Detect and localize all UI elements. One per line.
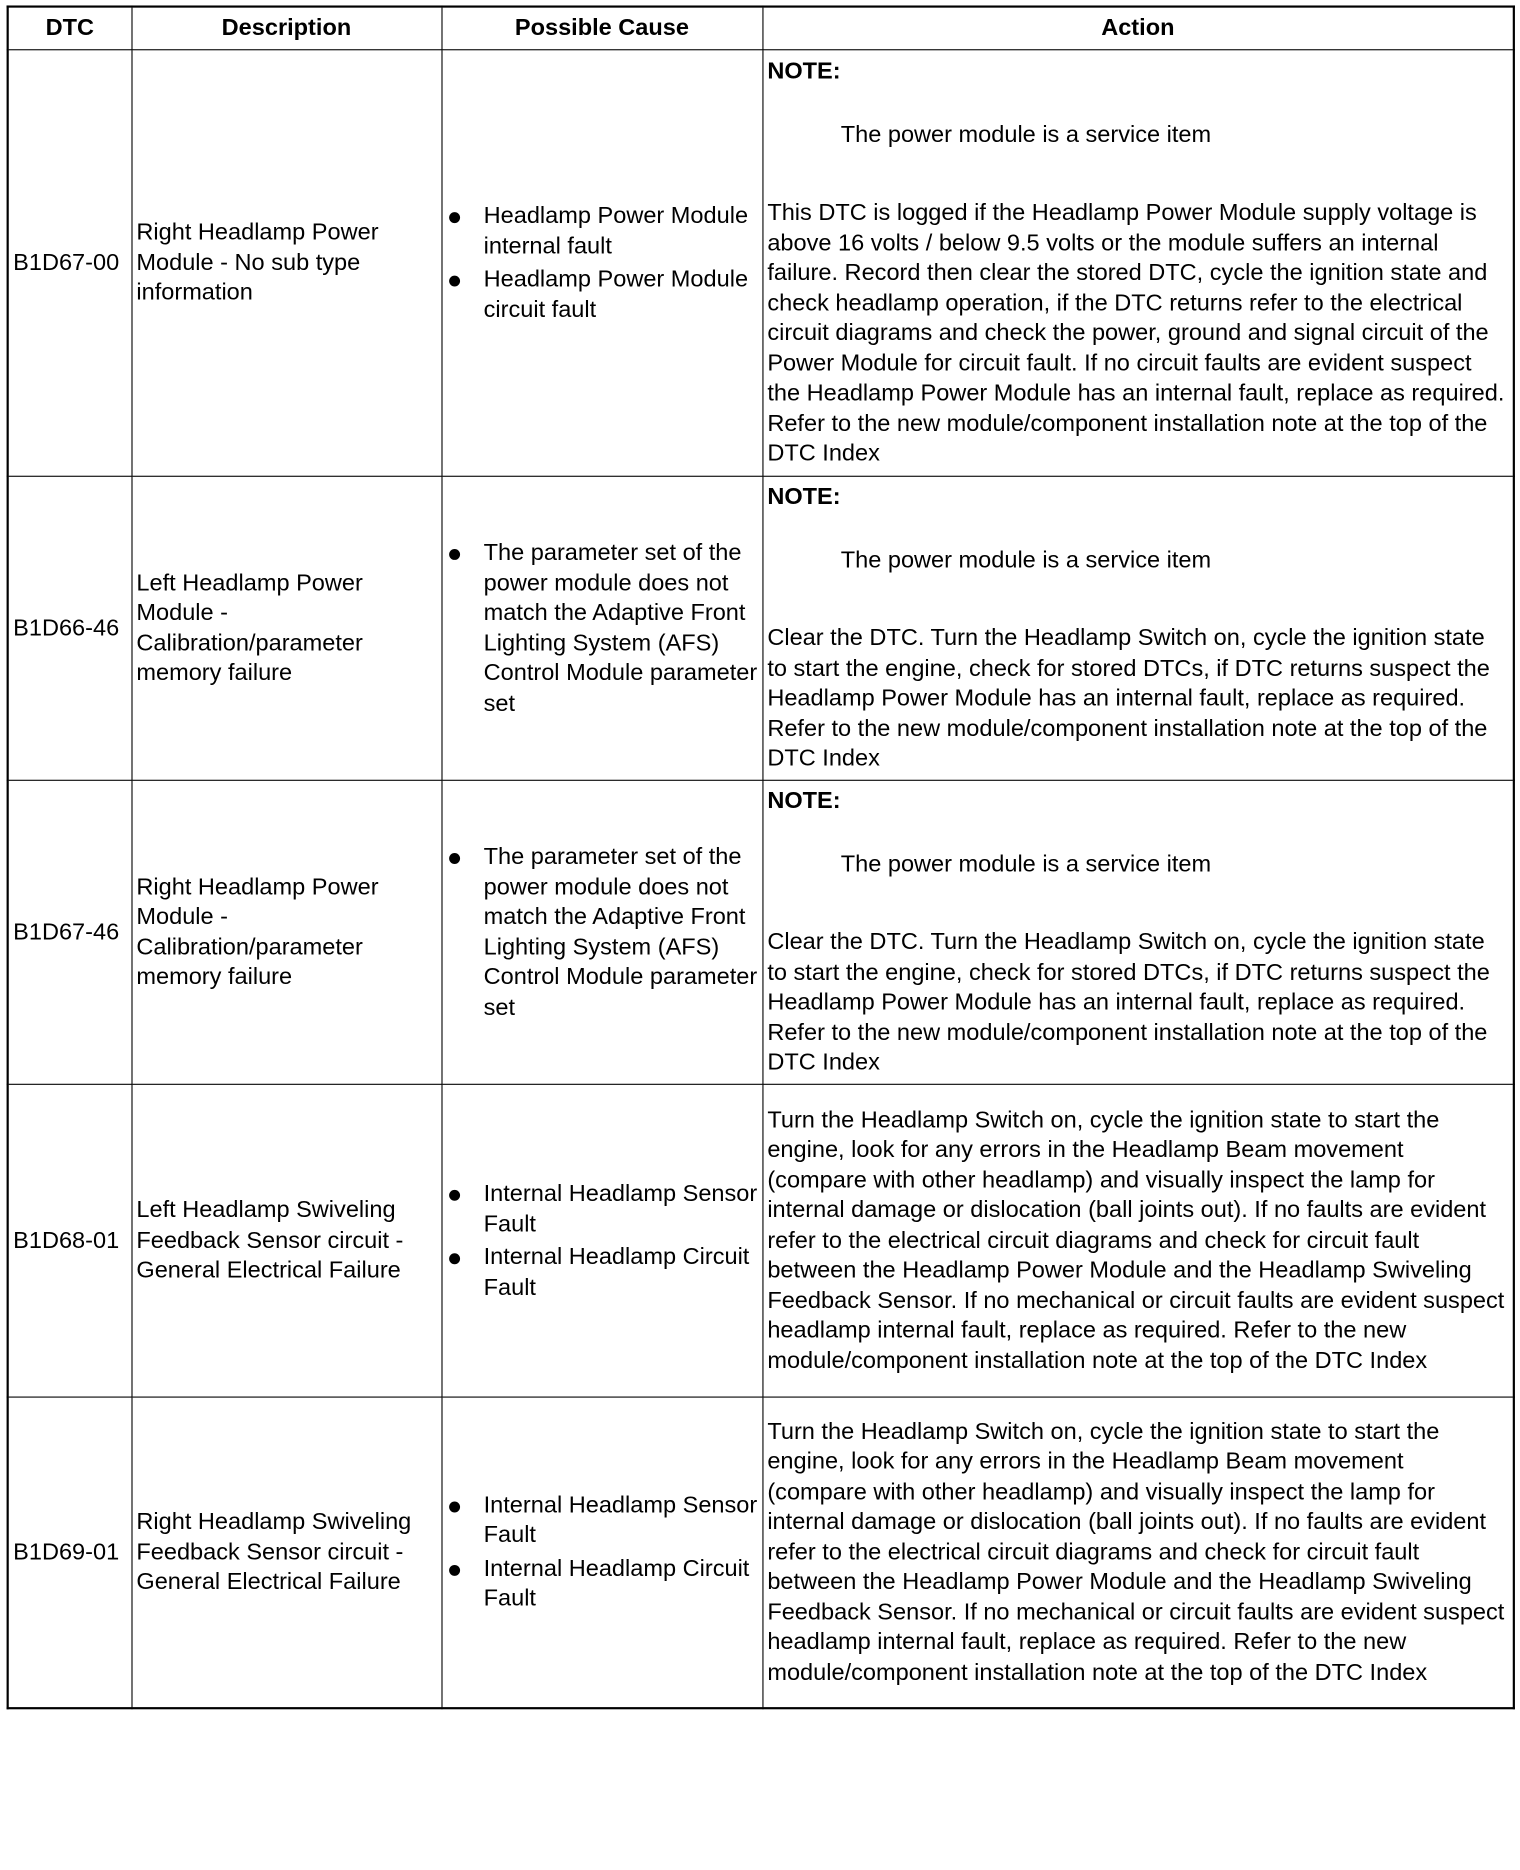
table-row	[8, 780, 1514, 1084]
action-text: This DTC is logged if the Headlamp Power Module supply voltage is above 16 volts / below 9.5 volts or the module suffers an internal failure. Record then clear the stored DTC, cycle the ignition state and check headlamp operation, if the DTC returns refer to the electrical circuit diagrams and check the power, ground and signal circuit of the Power Module for circuit fault. If no circuit faults are evident suspect the Headlamp Power Module has an internal fault, replace as required. Refer to the new module/component installation note at the top of the DTC Index	[767, 199, 1505, 467]
possible-cause-cell	[441, 50, 762, 477]
dtc-code: B1D67-46	[8, 780, 132, 1084]
table-row	[8, 50, 1514, 477]
note-label: NOTE:	[767, 787, 841, 814]
cause-item: Headlamp Power Module circuit fault	[446, 265, 757, 325]
action-cell	[762, 780, 1513, 1084]
table-row	[8, 1084, 1514, 1397]
cause-item: The parameter set of the power module does not match the Adaptive Front Lighting System (AFS) Control Module parameter set	[446, 842, 757, 1022]
action-text: Clear the DTC. Turn the Headlamp Switch on, cycle the ignition state to start the engine, check for stored DTCs, if DTC returns suspect the Headlamp Power Module has an internal fault, replace as required. Refer to the new module/component installation note at the top of the DTC Index	[767, 624, 1490, 772]
cause-item: Internal Headlamp Circuit Fault	[446, 1554, 757, 1614]
cause-item: The parameter set of the power module does not match the Adaptive Front Lighting System (AFS) Control Module parameter set	[446, 538, 757, 718]
dtc-description: Right Headlamp Power Module - Calibration/parameter memory failure	[131, 780, 441, 1084]
cause-item: Internal Headlamp Circuit Fault	[446, 1242, 757, 1302]
cause-list	[446, 842, 757, 1022]
dtc-description: Left Headlamp Swiveling Feedback Sensor circuit - General Electrical Failure	[131, 1084, 441, 1397]
cause-list	[446, 201, 757, 325]
dtc-code: B1D69-01	[8, 1397, 132, 1708]
dtc-code: B1D66-46	[8, 476, 132, 780]
cause-item: Headlamp Power Module internal fault	[446, 201, 757, 261]
action-cell	[762, 476, 1513, 780]
cause-item: Internal Headlamp Sensor Fault	[446, 1490, 757, 1550]
note-label: NOTE:	[767, 58, 841, 85]
dtc-description: Right Headlamp Power Module - No sub type information	[131, 50, 441, 477]
possible-cause-cell	[441, 1397, 762, 1708]
note-text: The power module is a service item	[840, 546, 1212, 573]
note-text: The power module is a service item	[840, 850, 1212, 877]
dtc-code: B1D68-01	[8, 1084, 132, 1397]
cause-item: Internal Headlamp Sensor Fault	[446, 1179, 757, 1239]
table-row	[8, 1397, 1514, 1708]
action-text: Turn the Headlamp Switch on, cycle the ignition state to start the engine, look for any errors in the Headlamp Beam movement (compare with other headlamp) and visually inspect the lamp for internal damage or dislocation (ball joints out). If no faults are evident refer to the electrical circuit diagrams and check for circuit fault between the Headlamp Power Module and the Headlamp Swiveling Feedback Sensor. If no mechanical or circuit faults are evident suspect headlamp internal fault, replace as required. Refer to the new module/component installation note at the top of the DTC Index	[767, 1417, 1505, 1685]
action-text: Clear the DTC. Turn the Headlamp Switch on, cycle the ignition state to start the engine, check for stored DTCs, if DTC returns suspect the Headlamp Power Module has an internal fault, replace as required. Refer to the new module/component installation note at the top of the DTC Index	[767, 928, 1490, 1076]
table-header-row	[8, 7, 1514, 50]
note-text: The power module is a service item	[840, 121, 1212, 148]
header-possible-cause: Possible Cause	[441, 7, 762, 50]
action-text: Turn the Headlamp Switch on, cycle the ignition state to start the engine, look for any errors in the Headlamp Beam movement (compare with other headlamp) and visually inspect the lamp for internal damage or dislocation (ball joints out). If no faults are evident refer to the electrical circuit diagrams and check for circuit fault between the Headlamp Power Module and the Headlamp Swiveling Feedback Sensor. If no mechanical or circuit faults are evident suspect headlamp internal fault, replace as required. Refer to the new module/component installation note at the top of the DTC Index	[767, 1106, 1505, 1374]
possible-cause-cell	[441, 1084, 762, 1397]
possible-cause-cell	[441, 780, 762, 1084]
action-cell	[762, 1397, 1513, 1708]
cause-list	[446, 1179, 757, 1303]
possible-cause-cell	[441, 476, 762, 780]
cause-list	[446, 538, 757, 718]
note-label: NOTE:	[767, 483, 841, 510]
table-row	[8, 476, 1514, 780]
action-cell	[762, 50, 1513, 477]
header-dtc: DTC	[8, 7, 132, 50]
action-cell	[762, 1084, 1513, 1397]
dtc-description: Left Headlamp Power Module - Calibration/parameter memory failure	[131, 476, 441, 780]
header-description: Description	[131, 7, 441, 50]
cause-list	[446, 1490, 757, 1614]
dtc-description: Right Headlamp Swiveling Feedback Sensor circuit - General Electrical Failure	[131, 1397, 441, 1708]
dtc-code: B1D67-00	[8, 50, 132, 477]
header-action: Action	[762, 7, 1513, 50]
dtc-table	[7, 5, 1515, 1708]
